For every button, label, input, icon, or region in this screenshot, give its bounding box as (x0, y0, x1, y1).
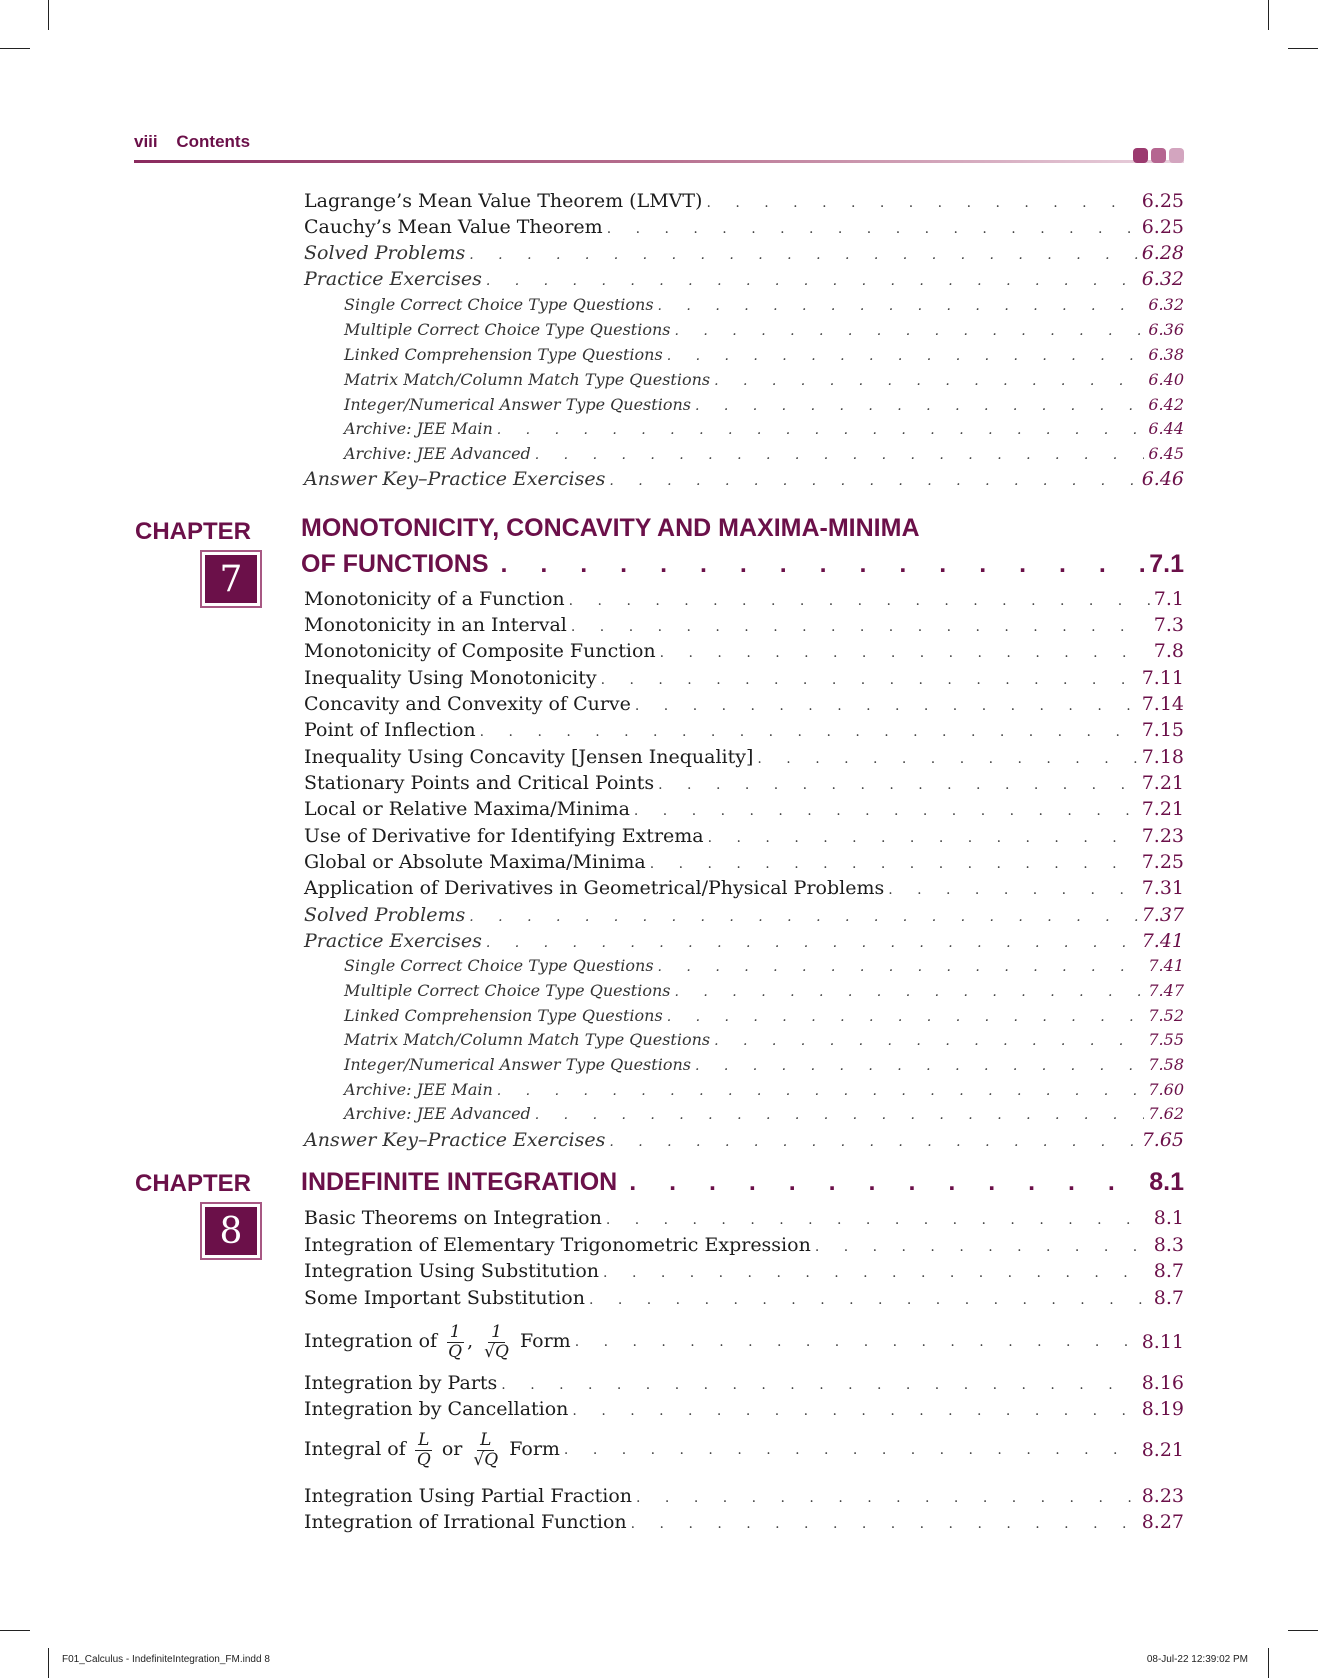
toc-entry (304, 1372, 1184, 1394)
toc-entry (304, 1234, 1184, 1256)
toc-label: Inequality Using Concavity [Jensen Inequality] (304, 746, 754, 768)
leader-dots (695, 1058, 1144, 1074)
toc-subentry (344, 956, 1184, 975)
toc-subentry (344, 370, 1184, 389)
toc-entry (304, 1398, 1184, 1420)
toc-entry-answer-key (304, 1129, 1184, 1151)
toc-label: Archive: JEE Main (344, 1080, 493, 1099)
leader-dots (480, 724, 1138, 740)
leader-dots (535, 1107, 1145, 1123)
decor-square (1169, 148, 1184, 163)
toc-label: Basic Theorems on Integration (304, 1207, 602, 1229)
toc-page: 6.46 (1141, 468, 1184, 490)
toc-entry-answer-key (304, 468, 1184, 490)
leader-dots (603, 1265, 1150, 1281)
toc-entry (304, 851, 1184, 873)
toc-subentry (344, 345, 1184, 364)
separator: or (441, 1438, 463, 1460)
decor-square (1151, 148, 1166, 163)
toc-page: 7.25 (1141, 851, 1184, 873)
toc-page: 7.55 (1148, 1030, 1184, 1049)
toc-label: Answer Key–Practice Exercises (304, 468, 606, 490)
toc-label: Inequality Using Monotonicity (304, 667, 597, 689)
leader-dots (757, 751, 1137, 767)
toc-page: 7.58 (1148, 1055, 1184, 1074)
leader-dots (575, 1334, 1138, 1350)
denominator: √ Q (481, 1343, 512, 1362)
toc-subentry (344, 1055, 1184, 1074)
leader-dots (667, 1009, 1145, 1025)
toc-label: Integration of Irrational Function (304, 1511, 627, 1533)
chapter-page: 8.1 (1149, 1168, 1184, 1196)
chapter-title-line (301, 1168, 1184, 1197)
toc-page: 7.37 (1141, 904, 1184, 926)
leader-dots (564, 1442, 1138, 1458)
leader-dots (606, 1212, 1150, 1228)
chapter-number-badge (200, 1202, 262, 1260)
leader-dots (469, 909, 1137, 925)
chapter-page: 7.1 (1149, 550, 1184, 578)
toc-entry (304, 1485, 1184, 1507)
denominator: Q (416, 1449, 431, 1470)
toc-label: Archive: JEE Main (344, 419, 493, 438)
leader-dots (667, 348, 1145, 364)
leader-dots (469, 247, 1137, 263)
toc-subentry (344, 295, 1184, 314)
toc-page: 8.7 (1153, 1287, 1184, 1309)
toc-entry (304, 1207, 1184, 1229)
toc-entry (304, 216, 1184, 238)
toc-page: 7.14 (1141, 693, 1184, 715)
toc-subentry (344, 1006, 1184, 1025)
toc-entry-solved (304, 242, 1184, 264)
toc-label: Cauchy’s Mean Value Theorem (304, 216, 603, 238)
toc-page: 6.45 (1148, 444, 1184, 463)
toc-label-prefix: Integration of (304, 1330, 438, 1352)
leader-dots (569, 593, 1150, 609)
fraction (445, 1323, 465, 1361)
leader-dots (708, 830, 1138, 846)
toc-label: Lagrange’s Mean Value Theorem (LMVT) (304, 190, 703, 212)
toc-label: Some Important Substitution (304, 1287, 585, 1309)
chapter-number: 8 (205, 1207, 257, 1255)
toc-label: Integration of Elementary Trigonometric Expression (304, 1234, 811, 1256)
toc-page: 7.21 (1141, 772, 1184, 794)
chapter-number: 7 (205, 555, 257, 603)
toc-label: Point of Inflection (304, 719, 476, 741)
toc-label (304, 1431, 564, 1469)
toc-page: 7.31 (1141, 877, 1184, 899)
leader-dots (589, 1292, 1150, 1308)
toc-page: 7.21 (1141, 798, 1184, 820)
toc-subentry (344, 419, 1184, 438)
page-number: viii (134, 132, 158, 151)
leader-dots (815, 1239, 1150, 1255)
denominator: Q (448, 1341, 463, 1362)
toc-page: 8.23 (1141, 1485, 1184, 1507)
toc-page: 7.65 (1141, 1129, 1184, 1151)
toc-label: Monotonicity of a Function (304, 588, 565, 610)
leader-dots (571, 619, 1150, 635)
toc-entry (304, 693, 1184, 715)
toc-page: 7.62 (1148, 1104, 1184, 1123)
running-head (134, 132, 250, 152)
header-decoration (1133, 148, 1184, 163)
crop-mark (1288, 48, 1318, 49)
toc-page: 6.36 (1148, 320, 1184, 339)
decor-square (1133, 148, 1148, 163)
toc-page: 6.25 (1141, 190, 1184, 212)
toc-label: Integration by Parts (304, 1372, 498, 1394)
chapter-title: INDEFINITE INTEGRATION (301, 1168, 618, 1196)
toc-page: 7.47 (1148, 981, 1184, 1000)
toc-label: Answer Key–Practice Exercises (304, 1129, 606, 1151)
leader-dots (636, 1490, 1138, 1506)
toc-subentry (344, 981, 1184, 1000)
leader-dots (650, 856, 1138, 872)
toc-entry (304, 825, 1184, 847)
toc-subentry (344, 395, 1184, 414)
toc-label: Monotonicity in an Interval (304, 614, 567, 636)
toc-entry (304, 588, 1184, 610)
leader-dots (695, 398, 1144, 414)
toc-label: Local or Relative Maxima/Minima (304, 798, 630, 820)
crop-mark (1288, 1630, 1318, 1631)
leader-dots (660, 645, 1150, 661)
toc-entry (304, 614, 1184, 636)
toc-label: Monotonicity of Composite Function (304, 640, 656, 662)
chapter-title-cont: OF FUNCTIONS (301, 550, 489, 578)
toc-label: Solved Problems (304, 242, 466, 264)
toc-page: 7.52 (1148, 1006, 1184, 1025)
toc-entry-practice (304, 268, 1184, 290)
leader-dots (609, 473, 1137, 489)
toc-label-prefix: Integral of (304, 1438, 406, 1460)
leader-dots (658, 298, 1145, 314)
numerator: 1 (488, 1323, 505, 1343)
toc-page: 7.41 (1148, 956, 1184, 975)
running-head-title: Contents (176, 132, 251, 151)
toc-label: Solved Problems (304, 904, 466, 926)
leader-dots (497, 422, 1145, 438)
toc-label: Practice Exercises (304, 930, 482, 952)
toc-label: Stationary Points and Critical Points (304, 772, 655, 794)
toc-subentry (344, 1080, 1184, 1099)
toc-label: Archive: JEE Advanced (344, 1104, 531, 1123)
crop-mark (48, 1648, 49, 1678)
toc-label: Integration Using Partial Fraction (304, 1485, 633, 1507)
toc-label: Single Correct Choice Type Questions (344, 295, 654, 314)
toc-subentry (344, 1104, 1184, 1123)
numerator: 1 (447, 1323, 464, 1343)
toc-page: 8.16 (1141, 1372, 1184, 1394)
leader-dots (658, 777, 1138, 793)
leader-dots (501, 1377, 1137, 1393)
toc-entry (304, 640, 1184, 662)
leader-dots (675, 984, 1145, 1000)
toc-page: 7.18 (1141, 746, 1184, 768)
footer-filename: F01_Calculus - IndefiniteIntegration_FM.indd 8 (62, 1654, 270, 1665)
separator: , (467, 1330, 474, 1352)
leader-dots (609, 1134, 1137, 1150)
toc-page: 8.3 (1153, 1234, 1184, 1256)
toc-entry (304, 719, 1184, 741)
toc-page: 7.60 (1148, 1080, 1184, 1099)
toc-label: Use of Derivative for Identifying Extrema (304, 825, 704, 847)
toc-page: 8.21 (1141, 1439, 1184, 1461)
toc-label: Integration Using Substitution (304, 1260, 600, 1282)
toc-entry-fraction (304, 1314, 1184, 1370)
chapter-number-badge (200, 550, 262, 608)
leader-dots (658, 959, 1145, 975)
toc-page: 7.11 (1141, 667, 1184, 689)
chapter-title: MONOTONICITY, CONCAVITY AND MAXIMA-MINIMA (301, 514, 920, 542)
leader-dots (617, 1168, 1149, 1197)
toc-entry-fraction (304, 1422, 1184, 1478)
toc-page: 7.15 (1141, 719, 1184, 741)
toc-page: 6.42 (1148, 395, 1184, 414)
toc-label-suffix: Form (509, 1438, 560, 1460)
toc-entry (304, 1287, 1184, 1309)
toc-page: 6.44 (1148, 419, 1184, 438)
leader-dots (607, 221, 1138, 237)
toc-label: Multiple Correct Choice Type Questions (344, 320, 671, 339)
chapter-label: CHAPTER (135, 518, 252, 545)
leader-dots (714, 1033, 1144, 1049)
fraction-sqrt (470, 1431, 501, 1469)
toc-label: Archive: JEE Advanced (344, 444, 531, 463)
toc-page: 7.8 (1153, 640, 1184, 662)
leader-dots (601, 672, 1138, 688)
leader-dots (675, 323, 1145, 339)
toc-subentry (344, 444, 1184, 463)
crop-mark (1268, 0, 1269, 30)
toc-page: 6.25 (1141, 216, 1184, 238)
toc-page: 7.41 (1141, 930, 1184, 952)
toc-entry (304, 746, 1184, 768)
crop-mark (1268, 1648, 1269, 1678)
leader-dots (634, 803, 1138, 819)
toc-label: Single Correct Choice Type Questions (344, 956, 654, 975)
toc-entry (304, 667, 1184, 689)
toc-page: 7.3 (1153, 614, 1184, 636)
fraction-sqrt (481, 1323, 512, 1361)
toc-page: 7.1 (1153, 588, 1184, 610)
toc-label-suffix: Form (520, 1330, 571, 1352)
toc-entry (304, 772, 1184, 794)
crop-mark (0, 48, 30, 49)
leader-dots (535, 447, 1145, 463)
toc-label: Integration by Cancellation (304, 1398, 569, 1420)
toc-label: Linked Comprehension Type Questions (344, 1006, 663, 1025)
toc-entry (304, 190, 1184, 212)
toc-label: Matrix Match/Column Match Type Questions (344, 1030, 711, 1049)
toc-page: 8.27 (1141, 1511, 1184, 1533)
footer-timestamp: 08-Jul-22 12:39:02 PM (1146, 1654, 1248, 1665)
toc-subentry (344, 320, 1184, 339)
toc-page: 6.32 (1148, 295, 1184, 314)
toc-label: Integer/Numerical Answer Type Questions (344, 1055, 691, 1074)
crop-mark (0, 1630, 30, 1631)
toc-label: Practice Exercises (304, 268, 482, 290)
toc-label: Concavity and Convexity of Curve (304, 693, 631, 715)
toc-label: Matrix Match/Column Match Type Questions (344, 370, 711, 389)
toc-entry-practice (304, 930, 1184, 952)
chapter-title-line (301, 550, 1184, 579)
leader-dots (706, 195, 1137, 211)
leader-dots (631, 1516, 1138, 1532)
numerator: L (477, 1431, 494, 1451)
toc-entry (304, 1511, 1184, 1533)
header-rule (134, 160, 1184, 163)
toc-label: Linked Comprehension Type Questions (344, 345, 663, 364)
leader-dots (486, 273, 1138, 289)
toc-entry (304, 877, 1184, 899)
numerator: L (415, 1431, 432, 1451)
crop-mark (48, 0, 49, 30)
toc-page: 6.38 (1148, 345, 1184, 364)
toc-page: 6.32 (1141, 268, 1184, 290)
toc-page: 8.11 (1141, 1331, 1184, 1353)
toc-page: 8.1 (1153, 1207, 1184, 1229)
toc-page: 8.19 (1141, 1398, 1184, 1420)
toc-label (304, 1323, 575, 1361)
leader-dots (572, 1403, 1137, 1419)
leader-dots (497, 1083, 1145, 1099)
toc-label: Global or Absolute Maxima/Minima (304, 851, 646, 873)
fraction (414, 1431, 434, 1469)
leader-dots (888, 882, 1137, 898)
toc-entry-solved (304, 904, 1184, 926)
toc-page: 6.28 (1141, 242, 1184, 264)
toc-entry (304, 798, 1184, 820)
toc-page: 6.40 (1148, 370, 1184, 389)
chapter-label: CHAPTER (135, 1170, 252, 1197)
toc-page: 7.23 (1141, 825, 1184, 847)
leader-dots (486, 935, 1138, 951)
toc-entry (304, 1260, 1184, 1282)
toc-label: Integer/Numerical Answer Type Questions (344, 395, 691, 414)
denominator: √ Q (470, 1451, 501, 1470)
toc-label: Multiple Correct Choice Type Questions (344, 981, 671, 1000)
toc-page: 8.7 (1153, 1260, 1184, 1282)
leader-dots (635, 698, 1138, 714)
toc-subentry (344, 1030, 1184, 1049)
toc-label: Application of Derivatives in Geometrical/Physical Problems (304, 877, 885, 899)
leader-dots (714, 373, 1144, 389)
leader-dots (489, 550, 1150, 579)
